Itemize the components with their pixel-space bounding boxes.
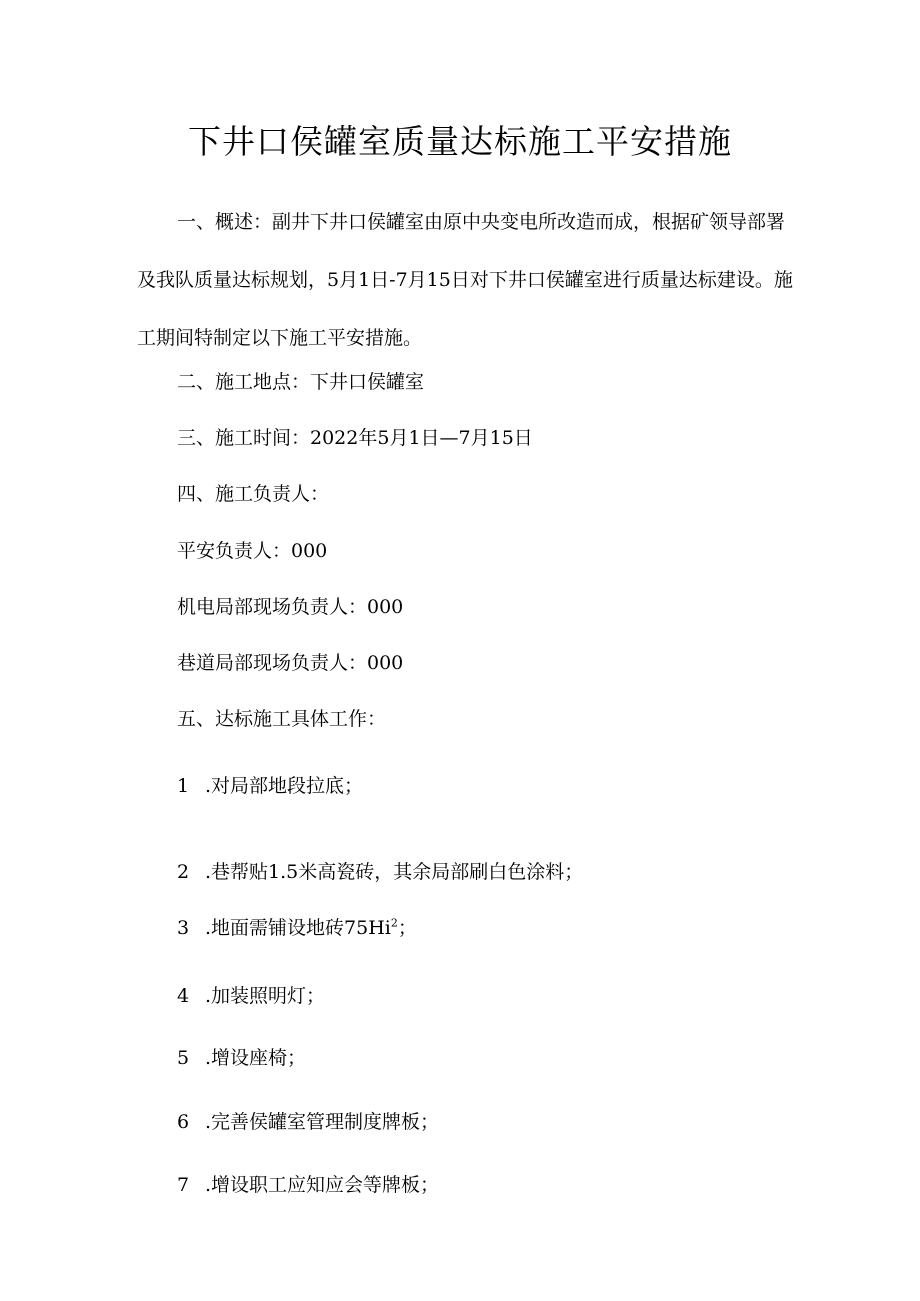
task-number: 5 (177, 1047, 190, 1069)
safety-responsible: 平安负责人：000 (177, 540, 328, 562)
roadway-responsible: 巷道局部现场负责人：000 (177, 652, 404, 674)
task-item (177, 1043, 306, 1073)
task-text: .增设职工应知应会等牌板； (205, 1174, 440, 1196)
task-number: 4 (177, 985, 190, 1007)
task-text: .增设座椅； (205, 1047, 307, 1069)
task-number: 6 (177, 1111, 190, 1133)
work-heading: 五、达标施工具体工作： (177, 708, 387, 730)
task-number: 7 (177, 1174, 190, 1196)
superscript: 2 (390, 916, 398, 930)
construction-time: 三、施工时间：2022年5月1日—7月15日 (177, 427, 533, 449)
task-item (177, 981, 325, 1011)
responsible-heading: 四、施工负责人： (177, 483, 330, 505)
task-number: 3 (177, 917, 190, 939)
electromech-responsible: 机电局部现场负责人：000 (177, 596, 404, 618)
task-item (177, 1107, 439, 1137)
task-text: .加装照明灯； (205, 985, 326, 1007)
task-item (177, 771, 363, 801)
task-text-end: ； (397, 917, 417, 939)
task-item (177, 913, 417, 943)
task-number: 1 (177, 775, 190, 797)
task-item (177, 1170, 439, 1200)
task-number: 2 (177, 861, 190, 883)
task-text: .对局部地段拉底； (205, 775, 364, 797)
task-text: .巷帮贴1.5米高瓷砖，其余局部刷白色涂料； (205, 861, 584, 883)
overview-paragraph: 一、概述：副井下井口侯罐室由原中央变电所改造而成，根据矿领导部署及我队质量达标规划，5月1日-7月15日对下井口侯罐室进行质量达标建设。施工期间特制定以下施工平安措施。 (137, 211, 793, 349)
document-title: 下井口侯罐室质量达标施工平安措施 (188, 122, 732, 161)
task-text: .地面需铺设地砖75Hi (205, 917, 391, 939)
task-item (177, 857, 583, 887)
task-text: .完善侯罐室管理制度牌板； (205, 1111, 440, 1133)
construction-location: 二、施工地点：下井口侯罐室 (177, 371, 425, 393)
